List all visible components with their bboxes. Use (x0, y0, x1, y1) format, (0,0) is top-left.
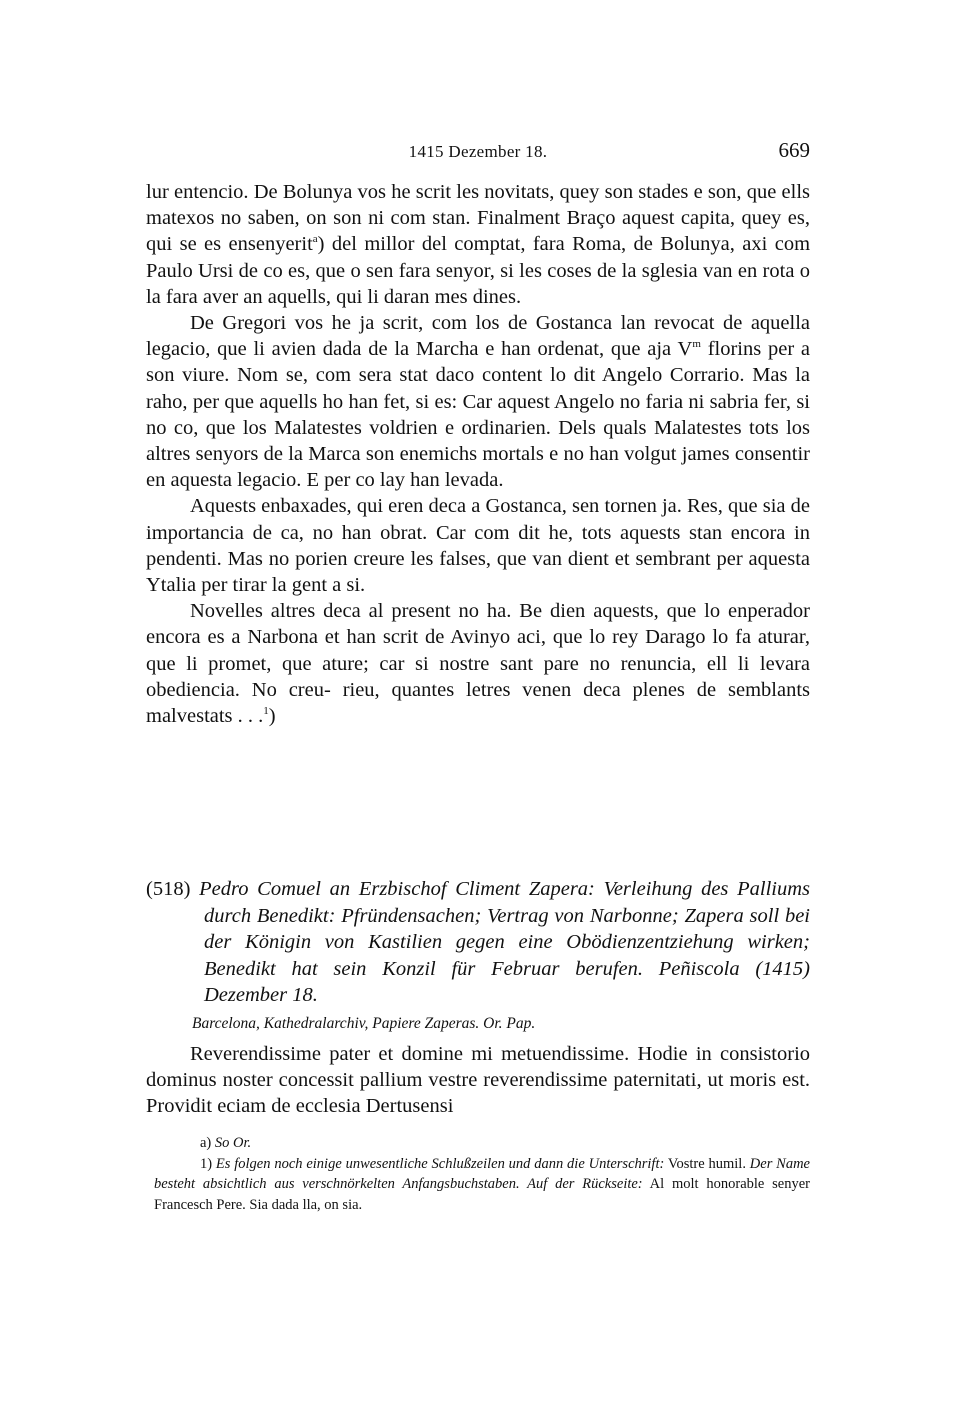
superscript: m (692, 338, 701, 351)
footnote-text: So Or. (214, 1135, 252, 1151)
footnote-marker: 1 (263, 705, 269, 718)
regest-number: (518) (146, 878, 191, 900)
text-line: Ursi de co es, que o sen fara senyor, si les coses de la sglesia (198, 259, 698, 282)
text-line: Novelles altres deca al present no ha. Be dien aquests, que (190, 600, 697, 623)
footnote-label: 1) (200, 1155, 213, 1172)
document-regest (146, 876, 810, 1009)
text-line: Finalment Braço aquest capita, quey es, qui se es ensenyerit (146, 207, 810, 256)
footnotes (154, 1133, 810, 1215)
paragraph: Novelles altres deca al present no ha. Be dien aquests, que lo enperador encora es a Narbona et han scrit de Avinyo aci, que lo rey Darago lo fa aturar, que li promet, que ature; car si nostre sant pare no renuncia, ell li levara obediencia. No creu- rieu, quantes letres venen deca plenes de semblants malvestats . . .$^1$) (146, 600, 810, 728)
text-line: consistorio dominus noster concessit pallium vestre reverendissime (146, 1043, 811, 1092)
text-line: van en rota o la fara aver an aquells, qui li daran mes dines. (146, 259, 810, 308)
page-number: 669 (778, 138, 810, 162)
text-line: rieu, quantes letres venen deca plenes de semblants malvestats . . . (146, 678, 810, 728)
text-line: les falses, que van dient et sembrant per aquesta Ytalia per tirar (146, 547, 811, 597)
running-title: 1415 Dezember 18. (408, 142, 548, 161)
text-line: he, tots aquests stan encora in pendenti. Mas no porien creure (146, 521, 810, 570)
letter-body (146, 1041, 810, 1120)
text-line: que aja V (610, 338, 693, 361)
text-line: han fet, si es: Car aquest Angelo no faria ni sabria fer, si no (146, 390, 810, 439)
archival-source: Barcelona, Kathedralarchiv, Papiere Zaperas. Or. Pap. (192, 1015, 536, 1032)
text-line: nostre sant pare no renuncia, ell li levara obediencia. No creu- (146, 652, 810, 701)
text-line: de aquella legacio, que li avien dada de la Marcha e han ordenat, (146, 312, 811, 361)
text-line: la gent a si. (271, 574, 366, 597)
footnote-label: a) (200, 1135, 212, 1151)
letter-body-continued (146, 179, 810, 729)
regest-text: Pedro Comuel an Erzbischof Climent Zapera: Verleihung des Palliums durch Benedikt: Pfründensachen; Vertrag von Narbonne; Zapera soll bei der Königin von Kastilien gegen eine Obödienzentziehung wirken; Benedikt hat sein Konzil für Februar berufen. Peñiscola (1415) Dezember 18. (199, 878, 811, 1006)
text-line: que lo rey Darago lo fa aturar, que li promet, que ature; car si (146, 626, 810, 675)
footnote-a (154, 1133, 810, 1154)
text-line: han levada. (410, 469, 504, 492)
text-line: De Gregori vos he ja scrit, com los de Gostanca lan revocat (190, 312, 715, 335)
text-line: stades e son, que ells matexos no saben, on son ni com stan. (146, 181, 811, 230)
text-line: tots los altres senyors de la Marca son enemichs mortals e no (146, 416, 811, 466)
text-line: Aquests enbaxades, qui eren deca a Gostanca, sen tornen ja. (190, 495, 682, 518)
paragraph: De Gregori vos he ja scrit, com los de Gostanca lan revocat de aquella legacio, que li avien dada de la Marcha e han ordenat, que aja $V^m$ florins per a son viure. Nom se, com sera stat daco content lo dit Angelo Corrario. Mas la raho, per que aquells ho han fet, si es: Car aquest Angelo no faria ni sabria fer, si no co, que los Malatestes voldrien e ordinarien. Dels quals Malatestes tots los altres senyors de la Marca son enemichs mortals e no han volgut james consentir en aquesta legacio. E per co lay han levada. (146, 312, 811, 492)
text-line: del millor del comptat, fara Roma, de Bolunya, axi com Paulo (146, 233, 811, 282)
text-line: han volgut james consentir en aquesta legacio. E per co lay (146, 443, 810, 492)
paragraph (146, 1041, 810, 1120)
text-line: co, que los Malatestes voldrien e ordinarien. Dels quals Malatestes (173, 416, 742, 439)
footnote-marker: a (312, 233, 318, 246)
text-line: paternitati, ut moris est. Providit eciam de ecclesia Dertusensi (146, 1069, 811, 1118)
paragraph: lur entencio. De Bolunya vos he scrit les novitats, quey son stades e son, que ells matexos no saben, on son ni com stan. Finalment Braço aquest capita, quey es, qui se es ensenyerit$^a$) del millor del comptat, fara Roma, de Bolunya, axi com Paulo Ursi de co es, que o sen fara senyor, si les coses de la sglesia van en rota o la fara aver an aquells, qui li daran mes dines. (146, 181, 811, 308)
text-line: Reverendissime pater et domine mi metuendissime. Hodie in (190, 1043, 712, 1065)
text-line: lo enperador encora es a Narbona et han scrit de Avinyo aci, (146, 600, 810, 649)
text-line: content lo dit Angelo Corrario. Mas la raho, per que aquells ho (146, 364, 810, 413)
paragraph (146, 493, 810, 598)
footnote-1: 1) Es folgen noch einige unwesentliche Schlußzeilen und dann die Unterschrift: Vostre humil. Der Name besteht absichtlich aus verschnörkelten Anfangsbuchstaben. Auf der Rückseite: Al molt honorable senyer Francesch Pere. Sia dada lla, on sia. (154, 1155, 810, 1213)
text-line: lur entencio. De Bolunya vos he scrit les novitats, quey son (146, 181, 634, 203)
running-head (146, 138, 810, 168)
text-line: Res, que sia de importancia de ca, no han obrat. Car com dit (146, 495, 811, 544)
